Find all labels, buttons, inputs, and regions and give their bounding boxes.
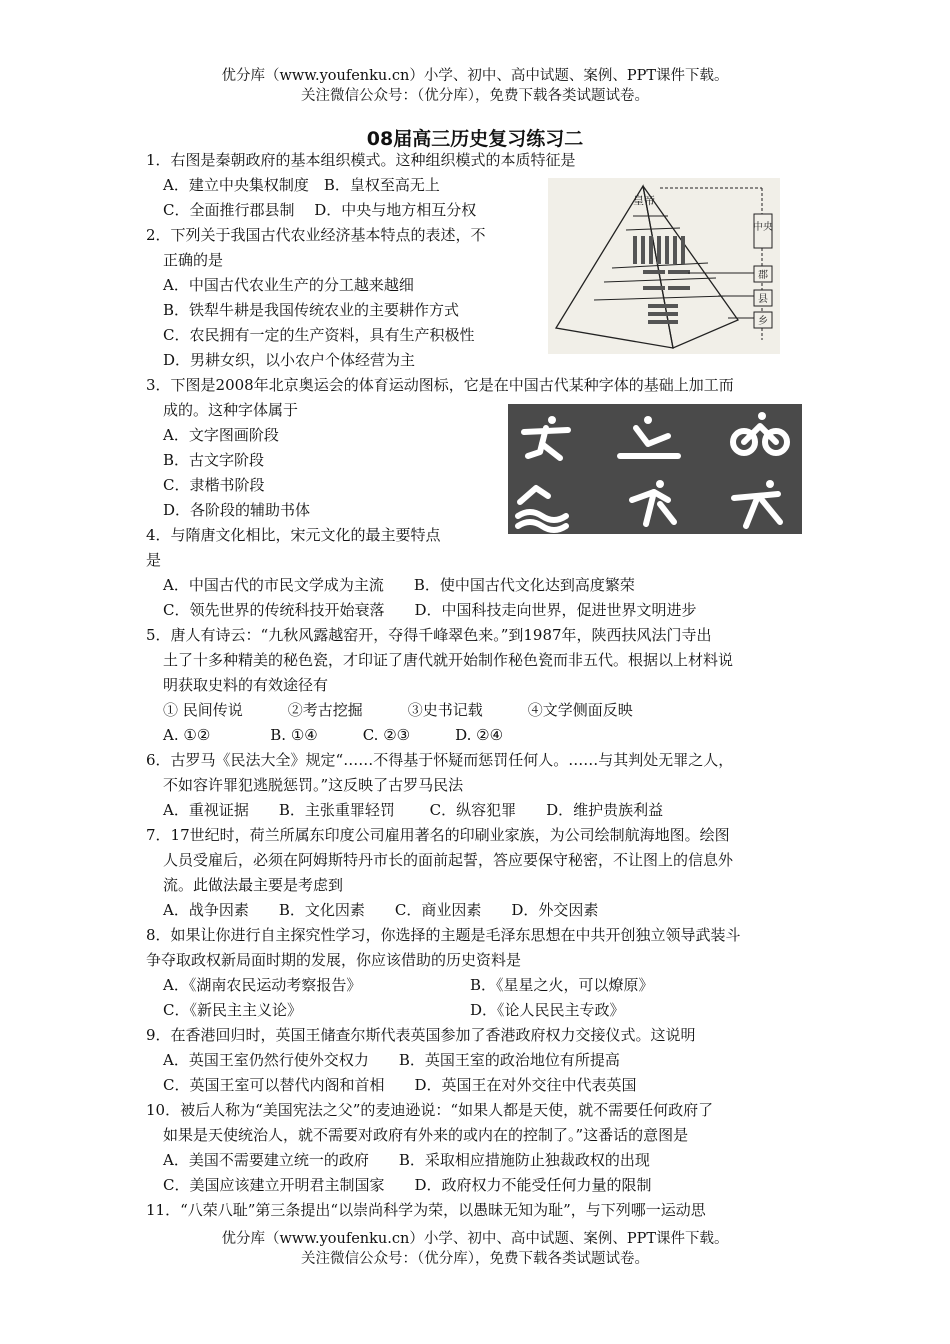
q3-option-b: B．古文字阶段	[163, 451, 265, 469]
q5-options: A. ①② B. ①④ C. ②③ D. ②④	[163, 726, 504, 744]
q3-option-a: A．文字图画阶段	[163, 426, 279, 444]
question-6-cont: 不如容许罪犯逃脱惩罚。”这反映了古罗马民法	[163, 776, 464, 794]
q8-option-b: B．《星星之火，可以燎原》	[470, 976, 654, 994]
question-6: 6．古罗马《民法大全》规定“……不得基于怀疑而惩罚任何人。……与其判处无罪之人，	[146, 751, 734, 769]
q10-options-cd: C．美国应该建立开明君主制国家 D．政府权力不能受任何力量的限制	[163, 1176, 652, 1194]
question-1: 1．右图是秦朝政府的基本组织模式。这种组织模式的本质特征是	[146, 151, 576, 169]
question-8: 8．如果让你进行自主探究性学习，你选择的主题是毛泽东思想在中共开创独立领导武装斗	[146, 926, 741, 944]
rowing-icon	[620, 416, 678, 456]
q2-option-b: B．铁犁牛耕是我国传统农业的主要耕作方式	[163, 301, 460, 319]
q5-statements: ① 民间传说 ②考古挖掘 ③史书记载 ④文学侧面反映	[163, 701, 633, 719]
footer-line-2: 关注微信公众号：（优分库），免费下载各类试题试卷。	[301, 1251, 649, 1267]
question-7-cont-2: 流。此做法最主要是考虑到	[163, 876, 344, 894]
question-4-cont: 是	[146, 551, 162, 569]
page-title: 08届高三历史复习练习二	[366, 128, 584, 150]
q8-option-d: D．《论人民民主专政》	[470, 1001, 625, 1019]
q3-option-c: C．隶楷书阶段	[163, 476, 265, 494]
question-11: 11．“八荣八耻”第三条提出“以崇尚科学为荣，以愚昧无知为耻”，与下列哪一运动思	[146, 1201, 706, 1219]
q9-options-cd: C．英国王室可以替代内阁和首相 D．英国王在对外交往中代表英国	[163, 1076, 637, 1094]
q8-option-c: C．《新民主主义论》	[163, 1001, 302, 1019]
label-central: 中央	[753, 222, 773, 233]
label-township: 乡	[758, 316, 768, 327]
q7-options: A．战争因素 B．文化因素 C．商业因素 D．外交因素	[163, 901, 599, 919]
q9-options-ab: A．英国王室仍然行使外交权力 B．英国王室的政治地位有所提高	[163, 1051, 620, 1069]
question-3-cont: 成的。这种字体属于	[163, 401, 299, 419]
question-4: 4．与隋唐文化相比，宋元文化的最主要特点	[146, 526, 441, 544]
question-8-cont: 争夺取政权新局面时期的发展，你应该借助的历史资料是	[146, 951, 522, 969]
q2-option-c: C．农民拥有一定的生产资料，具有生产积极性	[163, 326, 475, 344]
question-3: 3．下图是2008年北京奥运会的体育运动图标，它是在中国古代某种字体的基础上加工而	[146, 376, 734, 394]
q8-option-a: A．《湖南农民运动考察报告》	[163, 976, 362, 994]
q2-option-d: D．男耕女织，以小农户个体经营为主	[163, 351, 416, 369]
header-line-2: 关注微信公众号：（优分库），免费下载各类试题试卷。	[301, 88, 649, 104]
question-2: 2．下列关于我国古代农业经济基本特点的表述，不	[146, 226, 486, 244]
label-emperor: 皇帝	[633, 194, 655, 207]
question-5-cont-1: 土了十多种精美的秘色瓷，才印证了唐代就开始制作秘色瓷而非五代。根据以上材料说	[163, 651, 734, 669]
header-line-1: 优分库（www.youfenku.cn）小学、初中、高中试题、案例、PPT课件下载。	[221, 68, 729, 84]
question-5: 5．唐人有诗云：“九秋风露越窑开，夺得千峰翠色来。”到1987年，陕西扶风法门寺出	[146, 626, 712, 644]
question-7: 7．17世纪时，荷兰所属东印度公司雇用著名的印刷业家族，为公司绘制航海地图。绘图	[146, 826, 730, 844]
gymnastics-icon	[734, 480, 780, 526]
qin-government-pyramid-figure	[548, 178, 780, 354]
question-9: 9．在香港回归时，英国王储查尔斯代表英国参加了香港政府权力交接仪式。这说明	[146, 1026, 696, 1044]
question-10: 10．被后人称为“美国宪法之父”的麦迪逊说：“如果人都是天使，就不需要任何政府了	[146, 1101, 714, 1119]
q4-options-ab: A．中国古代的市民文学成为主流 B．使中国古代文化达到高度繁荣	[163, 576, 635, 594]
question-10-cont: 如果是天使统治人，就不需要对政府有外来的或内在的控制了。”这番话的意图是	[163, 1126, 689, 1144]
q1-options-ab: A．建立中央集权制度 B．皇权至高无上	[163, 176, 440, 194]
question-7-cont-1: 人员受雇后，必须在阿姆斯特丹市长的面前起誓，答应要保守秘密，不让图上的信息外	[163, 851, 734, 869]
label-commandery: 郡	[758, 270, 768, 281]
cycling-icon	[733, 412, 787, 453]
q6-options: A．重视证据 B．主张重罪轻罚 C．纵容犯罪 D．维护贵族利益	[163, 801, 664, 819]
olympic-pictograms-figure	[508, 404, 802, 534]
q4-options-cd: C．领先世界的传统科技开始衰落 D．中国科技走向世界，促进世界文明进步	[163, 601, 697, 619]
q1-options-cd: C．全面推行郡县制 D．中央与地方相互分权	[163, 201, 477, 219]
question-5-cont-2: 明获取史料的有效途径有	[163, 676, 329, 694]
swimming-icon	[518, 488, 566, 530]
question-2-cont: 正确的是	[163, 251, 224, 269]
label-county: 县	[758, 294, 768, 305]
q2-option-a: A．中国古代农业生产的分工越来越细	[163, 276, 414, 294]
q10-options-ab: A．美国不需要建立统一的政府 B．采取相应措施防止独裁政权的出现	[163, 1151, 650, 1169]
athletics-icon	[524, 416, 568, 458]
wrestling-icon	[632, 480, 674, 524]
footer-line-1: 优分库（www.youfenku.cn）小学、初中、高中试题、案例、PPT课件下载。	[221, 1231, 729, 1247]
q3-option-d: D．各阶段的辅助书体	[163, 501, 311, 519]
